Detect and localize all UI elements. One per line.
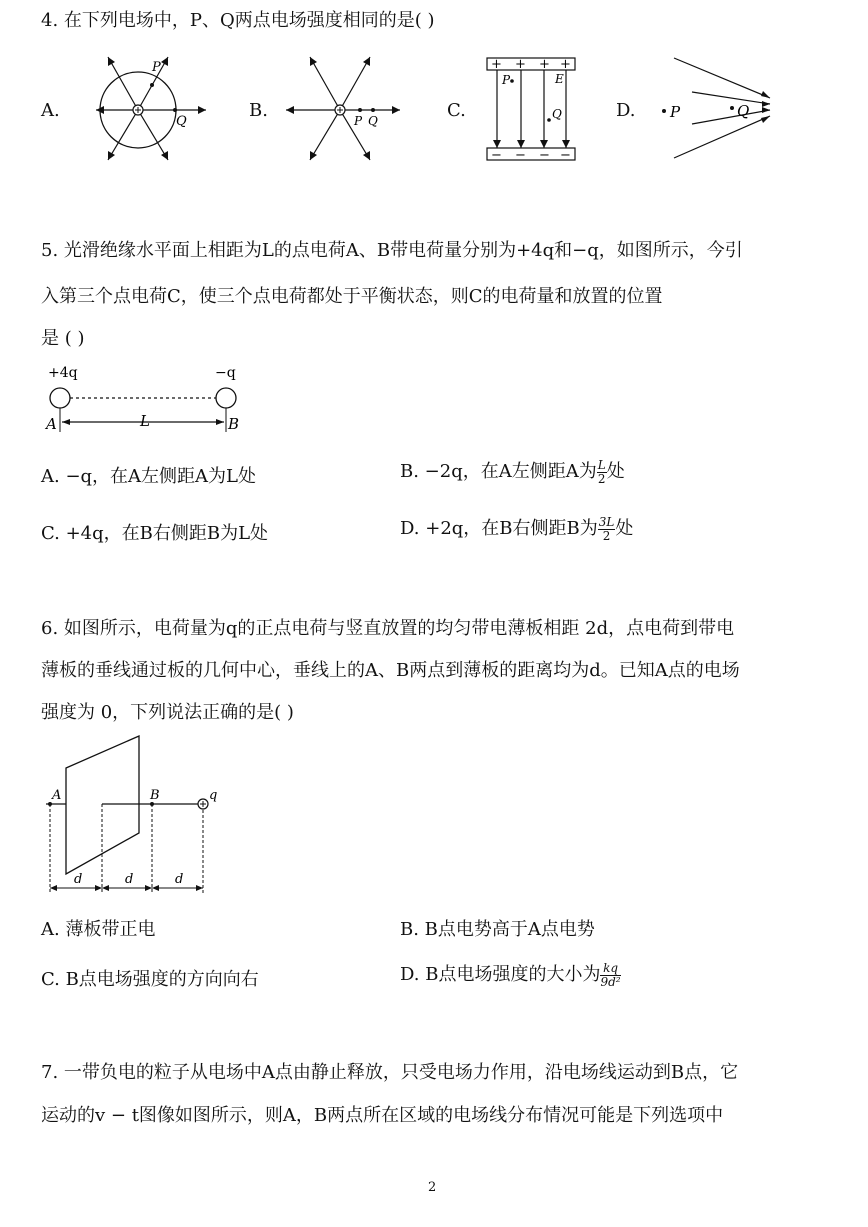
q5-option-b: B. −2q，在A左侧距A为 $\frac{L}{2}$ 处 [400,457,625,486]
q5-label-l: L [140,412,150,430]
q4b-label-p: P [354,114,363,128]
q6-option-a: A. 薄板带正电 [41,919,156,940]
page-number: 2 [428,1180,437,1195]
svg-text:−: − [491,148,502,163]
q7-line-2: 运动的v − t图像如图所示，则A，B两点所在区域的电场线分布情况可能是下列选项中 [41,1105,724,1126]
q4-figure-a [92,45,222,165]
q6-label-b: B [150,788,160,803]
q4-option-c-label: C. [447,100,466,121]
q5-line-2: 入第三个点电荷C，使三个点电荷都处于平衡状态，则C的电荷量和放置的位置 [41,286,663,307]
q6-option-d: D. B点电场强度的大小为 $\frac{kq}{\text{9d²}}$ [400,960,621,989]
q5-option-a: A. −q，在A左侧距A为L处 [41,466,256,487]
svg-text:+: + [560,57,571,72]
q4-option-d-label: D. [616,100,636,121]
q4-figure-b [280,45,410,165]
q4c-label-q: Q [552,107,562,121]
q5-label-b: B [228,415,240,433]
q7-line-1: 7. 一带负电的粒子从电场中A点由静止释放，只受电场力作用，沿电场线运动到B点，它 [41,1062,739,1083]
q5-line-3: 是 ( ) [41,328,85,349]
q6-line-2: 薄板的垂线通过板的几何中心，垂线上的A、B两点到薄板的距离均为d。已知A点的电场 [41,660,740,681]
q5-figure [40,360,250,435]
svg-text:+: + [491,57,502,72]
q4d-label-p: P [670,103,681,121]
q4-figure-d [652,50,777,165]
svg-text:d: d [74,872,83,887]
q5-option-d: D. +2q，在B右侧距B为 $\frac{3L}{2}$ 处 [400,514,634,543]
svg-text:−: − [515,148,526,163]
svg-text:−: − [539,148,550,163]
q4-figure-c [482,52,582,167]
q6-label-a: A [52,788,62,803]
q4a-label-p: P [152,60,161,75]
q4-option-a-label: A. [41,100,60,121]
q4d-label-q: Q [737,102,750,120]
q5-line-1: 5. 光滑绝缘水平面上相距为L的点电荷A、B带电荷量分别为+4q和−q，如图所示，今引 [41,240,743,261]
q4-option-b-label: B. [249,100,268,121]
q4a-label-q: Q [176,114,187,129]
q6-line-3: 强度为 0，下列说法正确的是( ) [41,702,294,723]
q4b-label-q: Q [368,114,378,128]
svg-text:−: − [560,148,571,163]
q4c-label-e: E [555,72,564,86]
q6-option-c: C. B点电场强度的方向向右 [41,969,259,990]
q4c-label-p: P [502,73,511,87]
svg-text:+: + [539,57,550,72]
q4-stem: 4. 在下列电场中，P、Q两点电场强度相同的是( ) [41,10,435,31]
q6-figure [40,728,240,898]
q6-line-1: 6. 如图所示，电荷量为q的正点电荷与竖直放置的均匀带电薄板相距 2d，点电荷到带电 [41,618,735,639]
q5-option-c: C. +4q，在B右侧距B为L处 [41,523,269,544]
q6-option-b: B. B点电势高于A点电势 [400,919,595,940]
q5-charge-b: −q [215,365,236,381]
q5-charge-a: +4q [48,365,78,381]
svg-text:+: + [515,57,526,72]
q6-label-q: q [209,788,218,803]
q5-label-a: A [46,415,57,433]
svg-text:d: d [175,872,184,887]
svg-text:d: d [125,872,134,887]
